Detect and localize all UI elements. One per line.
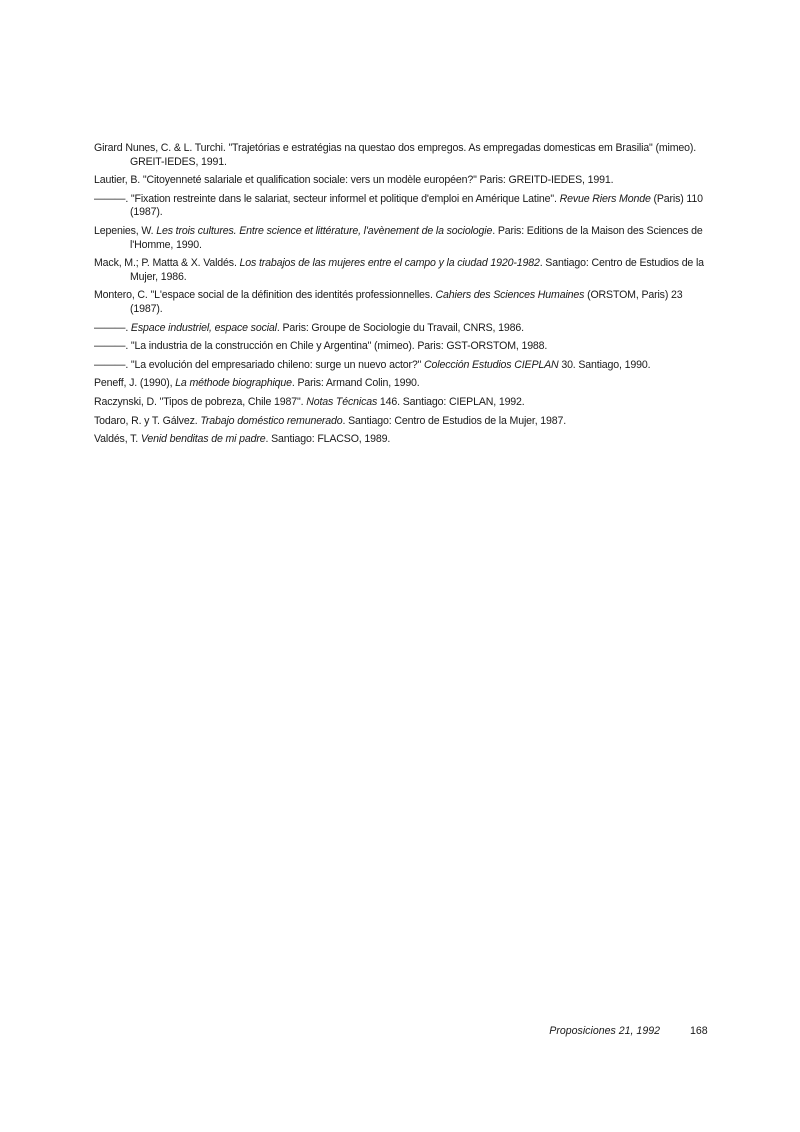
reference-text: Raczynski, D. "Tipos de pobreza, Chile 1987".	[94, 395, 307, 408]
reference-text: ———. "La evolución del empresariado chileno: surge un nuevo actor?"	[94, 358, 425, 371]
reference-text: (Paris) 110 (1987).	[130, 192, 703, 219]
reference-entry	[94, 377, 706, 391]
reference-title: Los trabajos de las mujeres entre el campo y la ciudad 1920-1982	[239, 257, 540, 270]
reference-entry	[94, 433, 706, 447]
reference-title: Venid benditas de mi padre	[140, 433, 266, 446]
reference-entry	[94, 193, 706, 220]
reference-text: . Santiago: Centro de Estudios de la Mujer, 1986.	[130, 257, 704, 283]
reference-title: Espace industriel, espace social	[130, 321, 277, 334]
reference-text: . Paris: Armand Colin, 1990.	[291, 377, 420, 390]
reference-text: . Santiago: FLACSO, 1989.	[265, 433, 391, 446]
reference-text: ———. "Fixation restreinte dans le salariat, secteur informel et politique d'emploi en Amérique Latine".	[94, 192, 560, 205]
reference-entry	[94, 225, 706, 252]
footer-journal: Proposiciones 21, 1992	[549, 1025, 660, 1037]
reference-entry	[94, 340, 706, 354]
reference-entry	[94, 142, 706, 169]
reference-title: Revue Riers Monde	[559, 192, 651, 205]
reference-text: ———. "La industria de la construcción en Chile y Argentina" (mimeo). Paris: GST-ORSTOM, 1988.	[94, 340, 548, 353]
reference-text: 30. Santiago, 1990.	[558, 358, 651, 371]
reference-title: Cahiers des Sciences Humaines	[435, 289, 585, 302]
reference-text: Girard Nunes, C. & L. Turchi. "Trajetórias e estratégias na questao dos empregos. As empregadas domesticas em Brasilia" (mimeo). GREIT-IEDES, 1991.	[94, 142, 697, 168]
reference-text: . Paris: Groupe de Sociologie du Travail, CNRS, 1986.	[276, 321, 524, 334]
reference-title: Notas Técnicas	[306, 395, 378, 408]
reference-entry	[94, 396, 706, 410]
reference-text: . Paris: Editions de la Maison des Sciences de l'Homme, 1990.	[130, 224, 703, 251]
reference-title: Colección Estudios CIEPLAN	[424, 358, 559, 371]
reference-text: Peneff, J. (1990),	[94, 377, 176, 390]
reference-text: . Santiago: Centro de Estudios de la Mujer, 1987.	[342, 414, 567, 427]
reference-text: Mack, M.; P. Matta & X. Valdés.	[94, 257, 240, 270]
reference-text: 146. Santiago: CIEPLAN, 1992.	[377, 395, 525, 408]
reference-entry	[94, 322, 706, 336]
reference-title: Les trois cultures. Entre science et littérature, l'avènement de la sociologie	[156, 224, 493, 237]
reference-text: ———.	[94, 321, 131, 334]
reference-entry	[94, 174, 706, 188]
reference-title: Trabajo doméstico remunerado	[200, 414, 343, 427]
reference-text: Valdés, T.	[94, 433, 141, 446]
reference-text: Lautier, B. "Citoyenneté salariale et qualification sociale: vers un modèle européen?" Paris: GREITD-IEDES, 1991.	[94, 174, 614, 187]
reference-text: Todaro, R. y T. Gálvez.	[94, 414, 201, 427]
reference-entry	[94, 257, 706, 284]
reference-text: Montero, C. "L'espace social de la définition des identités professionnelles.	[94, 289, 436, 302]
page-number: 168	[690, 1025, 708, 1037]
reference-text: Lepenies, W.	[94, 224, 157, 237]
reference-text: (ORSTOM, Paris) 23 (1987).	[130, 289, 683, 315]
reference-list	[94, 142, 706, 452]
reference-entry	[94, 289, 706, 316]
reference-entry	[94, 415, 706, 429]
reference-entry	[94, 359, 706, 373]
reference-title: La méthode biographique	[175, 377, 292, 390]
